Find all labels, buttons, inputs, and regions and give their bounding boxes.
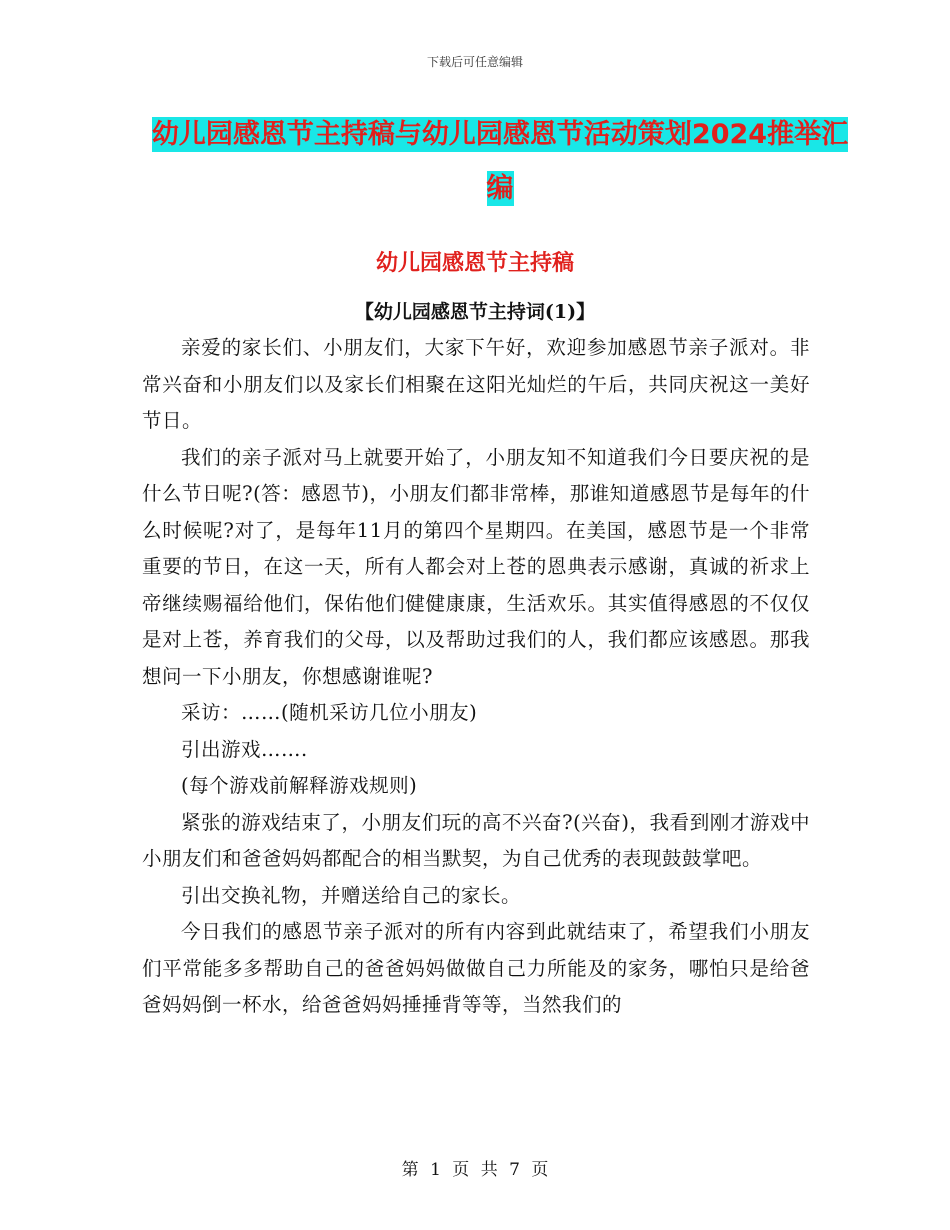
sub-heading: 【幼儿园感恩节主持词(1)】 (354, 301, 596, 323)
header-note: 下载后可任意编辑 (426, 55, 523, 69)
paragraph-6: 紧张的游戏结束了，小朋友们玩的高不兴奋?(兴奋)，我看到刚才游戏中小朋友们和爸爸妈妈都配合的相当默契，为自己优秀的表现鼓鼓掌吧。 (142, 810, 810, 870)
section-heading: 幼儿园感恩节主持稿 (375, 251, 574, 276)
document-title-text: 幼儿园感恩节主持稿与幼儿园感恩节活动策划2024推举汇编 (151, 119, 849, 204)
paragraph-5: (每个游戏前解释游戏规则) (181, 774, 418, 797)
paragraph-8: 今日我们的感恩节亲子派对的所有内容到此就结束了，希望我们小朋友们平常能多多帮助自己的爸爸妈妈做做自己力所能及的家务，哪怕只是给爸爸妈妈倒一杯水，给爸爸妈妈捶捶背等等，当然我们的 (142, 920, 810, 1016)
paragraph-7: 引出交换礼物，并赠送给自己的家长。 (181, 883, 522, 907)
document-title (140, 108, 860, 216)
paragraph-3: 采访：……(随机采访几位小朋友) (181, 701, 478, 724)
page-footer: 第 1 页 共 7 页 (401, 1160, 549, 1180)
paragraph-4: 引出游戏……. (181, 737, 308, 761)
paragraph-1: 亲爱的家长们、小朋友们，大家下午好，欢迎参加感恩节亲子派对。非常兴奋和小朋友们以及家长们相聚在这阳光灿烂的午后，共同庆祝这一美好节日。 (142, 336, 810, 432)
paragraph-2: 我们的亲子派对马上就要开始了，小朋友知不知道我们今日要庆祝的是什么节日呢?(答：感恩节)，小朋友们都非常棒，那谁知道感恩节是每年的什么时候呢?对了，是每年11月的第四个星期四。在美国，感恩节是一个非常重要的节日，在这一天，所有人都会对上苍的恩典表示感谢，真诚的祈求上帝继续赐福给他们，保佑他们健健康康，生活欢乐。其实值得感恩的不仅仅是对上苍，养育我们的父母，以及帮助过我们的人，我们都应该感恩。那我想问一下小朋友，你想感谢谁呢? (142, 445, 810, 688)
document-body (142, 330, 810, 1024)
